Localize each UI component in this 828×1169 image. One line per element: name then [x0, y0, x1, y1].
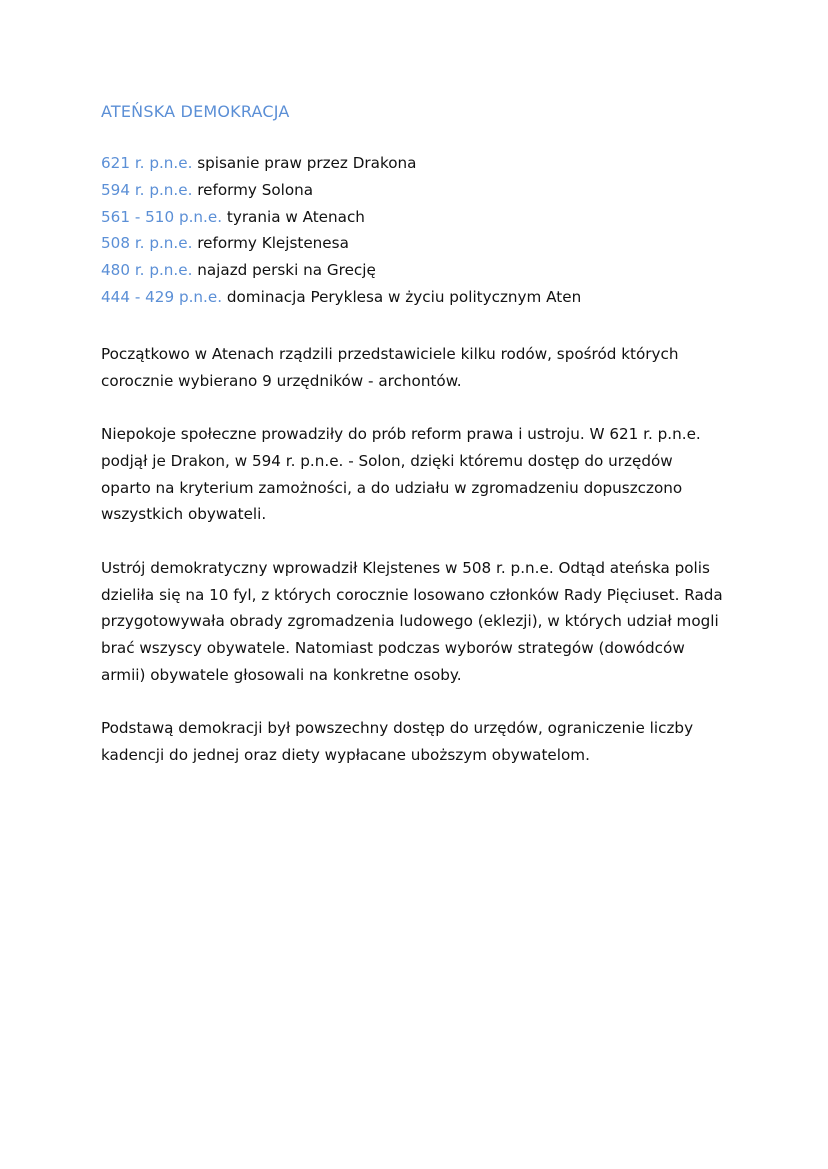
- paragraph-line: armii) obywatele głosowali na konkretne osoby.: [101, 665, 462, 684]
- timeline-event: spisanie praw przez Drakona: [197, 154, 417, 172]
- timeline-item: [101, 150, 741, 177]
- paragraph-line: corocznie wybierano 9 urzędników - archontów.: [101, 371, 462, 390]
- paragraph-line: kadencji do jednej oraz diety wypłacane uboższym obywatelom.: [101, 746, 590, 765]
- timeline-event: reformy Klejstenesa: [197, 234, 349, 253]
- timeline-item: [101, 230, 741, 257]
- paragraph-reforms: [101, 421, 741, 528]
- paragraph-line: oparto na kryterium zamożności, a do udziału w zgromadzeniu dopuszczono: [101, 478, 683, 497]
- timeline-date: 508 r. p.n.e.: [101, 234, 193, 253]
- paragraph-line: dzieliła się na 10 fyl, z których corocznie losowano członków Rady Pięciuset. Rada: [101, 585, 723, 604]
- paragraph-foundations: [101, 715, 741, 769]
- paragraph-early-rule: [101, 341, 741, 395]
- paragraph-line: podjął je Drakon, w 594 r. p.n.e. - Solon, dzięki któremu dostęp do urzędów: [101, 451, 673, 470]
- timeline-event: dominacja Peryklesa w życiu politycznym Aten: [226, 287, 582, 306]
- timeline-date: 594 r. p.n.e.: [101, 180, 193, 199]
- timeline-date: 444 - 429 p.n.e.: [101, 287, 223, 306]
- paragraph-line: wszystkich obywateli.: [101, 505, 267, 524]
- timeline-event: reformy Solona: [197, 180, 314, 199]
- paragraph-line: Niepokoje społeczne prowadziły do prób reform prawa i ustroju. W 621 r. p.n.e.: [101, 424, 701, 443]
- document-title: ATEŃSKA DEMOKRACJA: [101, 102, 290, 121]
- paragraph-line: brać wszyscy obywatele. Natomiast podczas wyborów strategów (dowódców: [101, 639, 685, 658]
- timeline-item: [101, 257, 741, 284]
- timeline-date: 621 r. p.n.e.: [101, 154, 193, 172]
- timeline-date: 480 r. p.n.e.: [101, 261, 193, 280]
- timeline-item: [101, 204, 741, 231]
- paragraph-line: Ustrój demokratyczny wprowadził Klejstenes w 508 r. p.n.e. Odtąd ateńska polis: [101, 558, 710, 577]
- paragraph-line: przygotowywała obrady zgromadzenia ludowego (eklezji), w których udział mogli: [101, 612, 719, 631]
- timeline-item: [101, 284, 741, 311]
- timeline-event: tyrania w Atenach: [226, 207, 365, 226]
- document-page: [101, 98, 741, 796]
- paragraph-line: Podstawą demokracji był powszechny dostęp do urzędów, ograniczenie liczby: [101, 719, 694, 738]
- timeline-list: [101, 150, 741, 311]
- paragraph-line: Początkowo w Atenach rządzili przedstawiciele kilku rodów, spośród których: [101, 344, 679, 363]
- timeline-date: 561 - 510 p.n.e.: [101, 207, 223, 226]
- timeline-event: najazd perski na Grecję: [197, 261, 376, 280]
- timeline-item: [101, 177, 741, 204]
- paragraph-democratic-system: [101, 555, 741, 689]
